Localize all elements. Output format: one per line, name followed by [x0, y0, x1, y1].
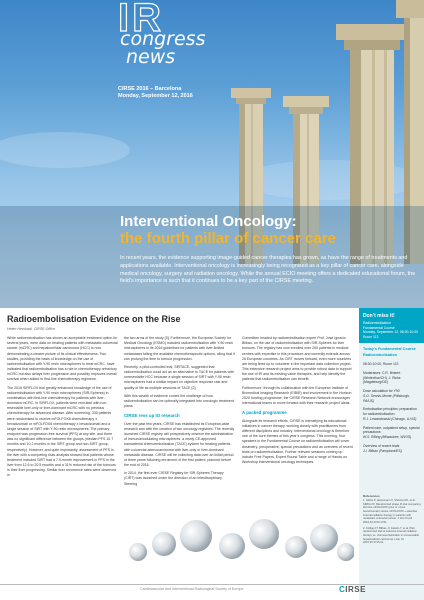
course-title: Today’s Fundamental Course Radioembolisation [363, 347, 416, 357]
article-byline: Helen Hemkadi, CIRSE Office [7, 327, 55, 331]
edition-info [118, 86, 193, 100]
programme-speaker: R.J. Lewandowski (Chicago, IL/US) [363, 416, 417, 421]
section-heading: A packed programme [242, 410, 287, 416]
edition-date: Monday, September 12, 2016 [118, 92, 193, 99]
programme-role: Moderators: C.R. Binkert (Winterthur/CH), J. Ricke (Magdeburg/DE) [363, 370, 401, 385]
paragraph: Recently, a pilot-controlled trial, SIRTACE, suggested that radioembolisation could act as an alternative to TACE for patients with unresectable HCC because a single session of SIRT with Y-90 resin microspheres had a similar impact on objective response rate and quality of life as multiple sessions of TACE [2]. [124, 364, 234, 390]
programme-item [363, 426, 420, 440]
hero-lead-paragraph: In recent years, the evidence supporting image-guided cancer therapies has grown, as have the range of treatments and applications available. Interventional oncology is increasingly being recognised as a key pillar of cancer care, alongside medical oncology, surgery and radiation oncology. While the annual ECIO meeting offers a dedicated educational forum, the field’s importance is such that it continues to be a key part of the CIRSE meeting. [120, 255, 416, 285]
references [363, 494, 421, 547]
article-column-3 [242, 336, 353, 512]
cirse-logo [339, 585, 366, 594]
notes-line: Monday, September 12, 08:30-10:00 [363, 330, 418, 335]
logo-congress: congress [120, 28, 206, 50]
microspheres-graphic [124, 514, 354, 564]
article-column-2 [124, 336, 235, 512]
programme-item [363, 407, 420, 421]
paragraph: While radioembolisation has shown an acceptable treatment option for several years, mere data on treating patients with metastatic colorectal cancer (mCRC) and hepatocellular carcinoma (HCC) is now demonstrating a clearer picture of its clinical effectiveness. Two studies, providing the basis of knowledge on the use of radioembolisation with Y-90 resin microspheres to treat mCRC, have indicated that radioembolisation has a role in chemotherapy-refractory mCRC but also delays liver progression and possibly improves overall survival when added to first-line chemotherapy regimens. [7, 336, 118, 382]
programme-item [363, 371, 420, 385]
paragraph: Alongside its research efforts, CIRSE is intensifying its educational initiatives in cancer therapy, working closely with practitioners from different disciplines and industry. Interventional oncology is therefore one of the core themes of this year’s congress. This morning, four speakers in the Fundamental Course on radioembolisation will cover dosimetry, preoperative, special precautions and an overview of recent trials on radioembolisation. Further relevant sessions coming up include Free Papers, Expert Round Table and a range of Hands-on Workshop interventional oncology techniques. [242, 418, 353, 465]
cirse-logo-c: C [339, 585, 346, 594]
notes-line: Fundamental Course [363, 325, 395, 330]
notes-line: Radioembolisation [363, 321, 391, 325]
paragraph: The 2015 SIRFLOX trial greatly enhanced knowledge of the use of radioembolisation with Y-90 resin microspheres (SIR-Spheres) in combination with first-line chemotherapy for patients with liver-dominant mCRC. In SIRFLOX, patients were recruited with non-resectable liver-only or liver-dominant mCRC with no previous chemotherapy for advanced disease. After screening, 330 patients were randomised to receive mFOLFOX6 chemotherapy ± bevacizumab or mFOLFOX6 chemotherapy ± bevacizumab and a single session of SIRT with Y-90 resin microspheres. The primary endpoint was progression-free survival (PFS) at any site, and there was no significant difference between the groups (median PFS 10.7 months and 10.2 months in the SIRT group and non-SIRT group, respectively). However, and quite importantly, assessment of PFS in the liver with a competing risks analysis showed that patients whose treatment included SIRT had a 7.9-month improvement in PFS in the liver from 12.6 to 20.5 months and a 31% reduced risk of the tumours in their liver progressing. Similar liver recurrence rates were observed in [7, 385, 117, 478]
cirse-logo-rest: IRSE [345, 585, 366, 594]
sidebar [359, 308, 424, 600]
article-title: Radioembolisation Evidence on the Rise [7, 314, 181, 324]
hero-title-line2: the fourth pillar of cancer care [120, 230, 336, 247]
microspheres-illustration [124, 514, 354, 564]
footer-society-name: Cardiovascular and Interventional Radiological Society of Europe [140, 587, 244, 591]
programme-speaker: W.S. Rilling (Milwaukee, WI/US) [363, 435, 412, 440]
programme-speaker: S.G. Sennis-Monte (Pittsburgh, PA/US) [363, 393, 410, 403]
paragraph: In 2014, the first-ever CIRSE Registry for SIR-Spheres Therapy (CIRT) was launched under the direction of an interdisciplinary Steering [124, 471, 224, 486]
hero-title-line1: Interventional Oncology: [120, 213, 297, 230]
notes-title: Don’t miss it! [363, 313, 395, 319]
programme-role: Embolisation principles: preparation for radioembolisation [363, 407, 417, 417]
paragraph: Furthermore, through its collaboration with the European Institute of Biomedical Imaging Research (EIBIR) and involvement in the Horizon 2020 funding programme, the CIRSE Research Network encourages international teams to move forward with their research project ideas. [242, 385, 352, 406]
edition-event: CIRSE 2016 – Barcelona [118, 86, 182, 92]
notes-box [359, 308, 424, 343]
programme-item [363, 444, 420, 454]
programme-role: Overview of recent trials [363, 443, 400, 448]
programme-role: Patient care, outpatient setup, special precautions [363, 425, 420, 435]
programme-role: Dose calculation for Y90 [363, 389, 400, 394]
paragraph: the two arms of the study [3]. Furthermore, the European Society for Medical Oncology (ESMO) included radioembolisation with Y-90 resin microspheres in its 2016 guidelines for patients with liver-limited metastases failing the available chemotherapeutic options, citing that it can prolong the time to tumour progression. [124, 336, 235, 361]
course-time: 08:30-10:00, Room 113 [363, 362, 399, 366]
logo-news: news [126, 46, 176, 68]
paragraph: With this wealth of evidence comes the challenge of how radioembolisation can be optimally integrated into oncologic treatment plans. [124, 393, 234, 409]
reference-item: 1. Gibbs P, Heinemann V, Sharma NK, et al. SIRFLOX: Randomized phase III trial comparing first-line mFOLFOX6 (plus or minus bevacizumab) versus mFOLFOX6 + selective internal radiation therapy in patients with metastatic colorectal cancer. J Clin Oncol 2016;34:1723-1731. [363, 499, 421, 525]
reference-item: 2. Kolligs FT, Bilbao JI, Jakobs T, et al. Pilot randomized trial of selective internal radiation therapy vs. chemoembolization in unresectable hepatocellular carcinoma. Liver Int 2015;35:1715-21. [363, 526, 420, 545]
references-title: References [363, 494, 380, 498]
paragraph: Committee headed by radioembolisation expert Prof. José Ignacio Bilbao, on the use of radioembolisation with SIR-Spheres for liver tumours. The registry has now enrolled over 200 patients in medical centres with expertise in this procedure and currently extends across 26 European countries. As CIRT moves forward, even more countries are being lined up to volunteer in the important data collection project. This extensive research project aims to provide robust data to support the use of IR and its existing value therapies, and help identify the patients that radioembolisation can benefit. [242, 336, 352, 382]
paragraph: Over the past few years, CIRSE has established its European-wide research arm with the creation of two oncology registries. The recently launched CIRSE registry will prospectively observe the administration of immunomodulating microspheres, a newly CE-approved transarterial chemoembolisation (TACE) system for treating patients with colorectal adenocarcinoma with liver-only or liver-dominant metastatic disease. CIRSE will be collecting data over an initial period of three years following enrolment of the first patient, planned before the end of 2016. [124, 421, 235, 468]
programme-speaker: J.I. Bilbao (Pamplona/ES) [363, 448, 402, 453]
notes-line: Room 113 [363, 334, 379, 339]
course-programme [359, 343, 424, 461]
section-heading: CIRSE revs up IO research [124, 413, 180, 419]
article-column-1 [7, 336, 118, 574]
logo-ir: IR [118, 0, 164, 40]
programme-item [363, 389, 420, 403]
